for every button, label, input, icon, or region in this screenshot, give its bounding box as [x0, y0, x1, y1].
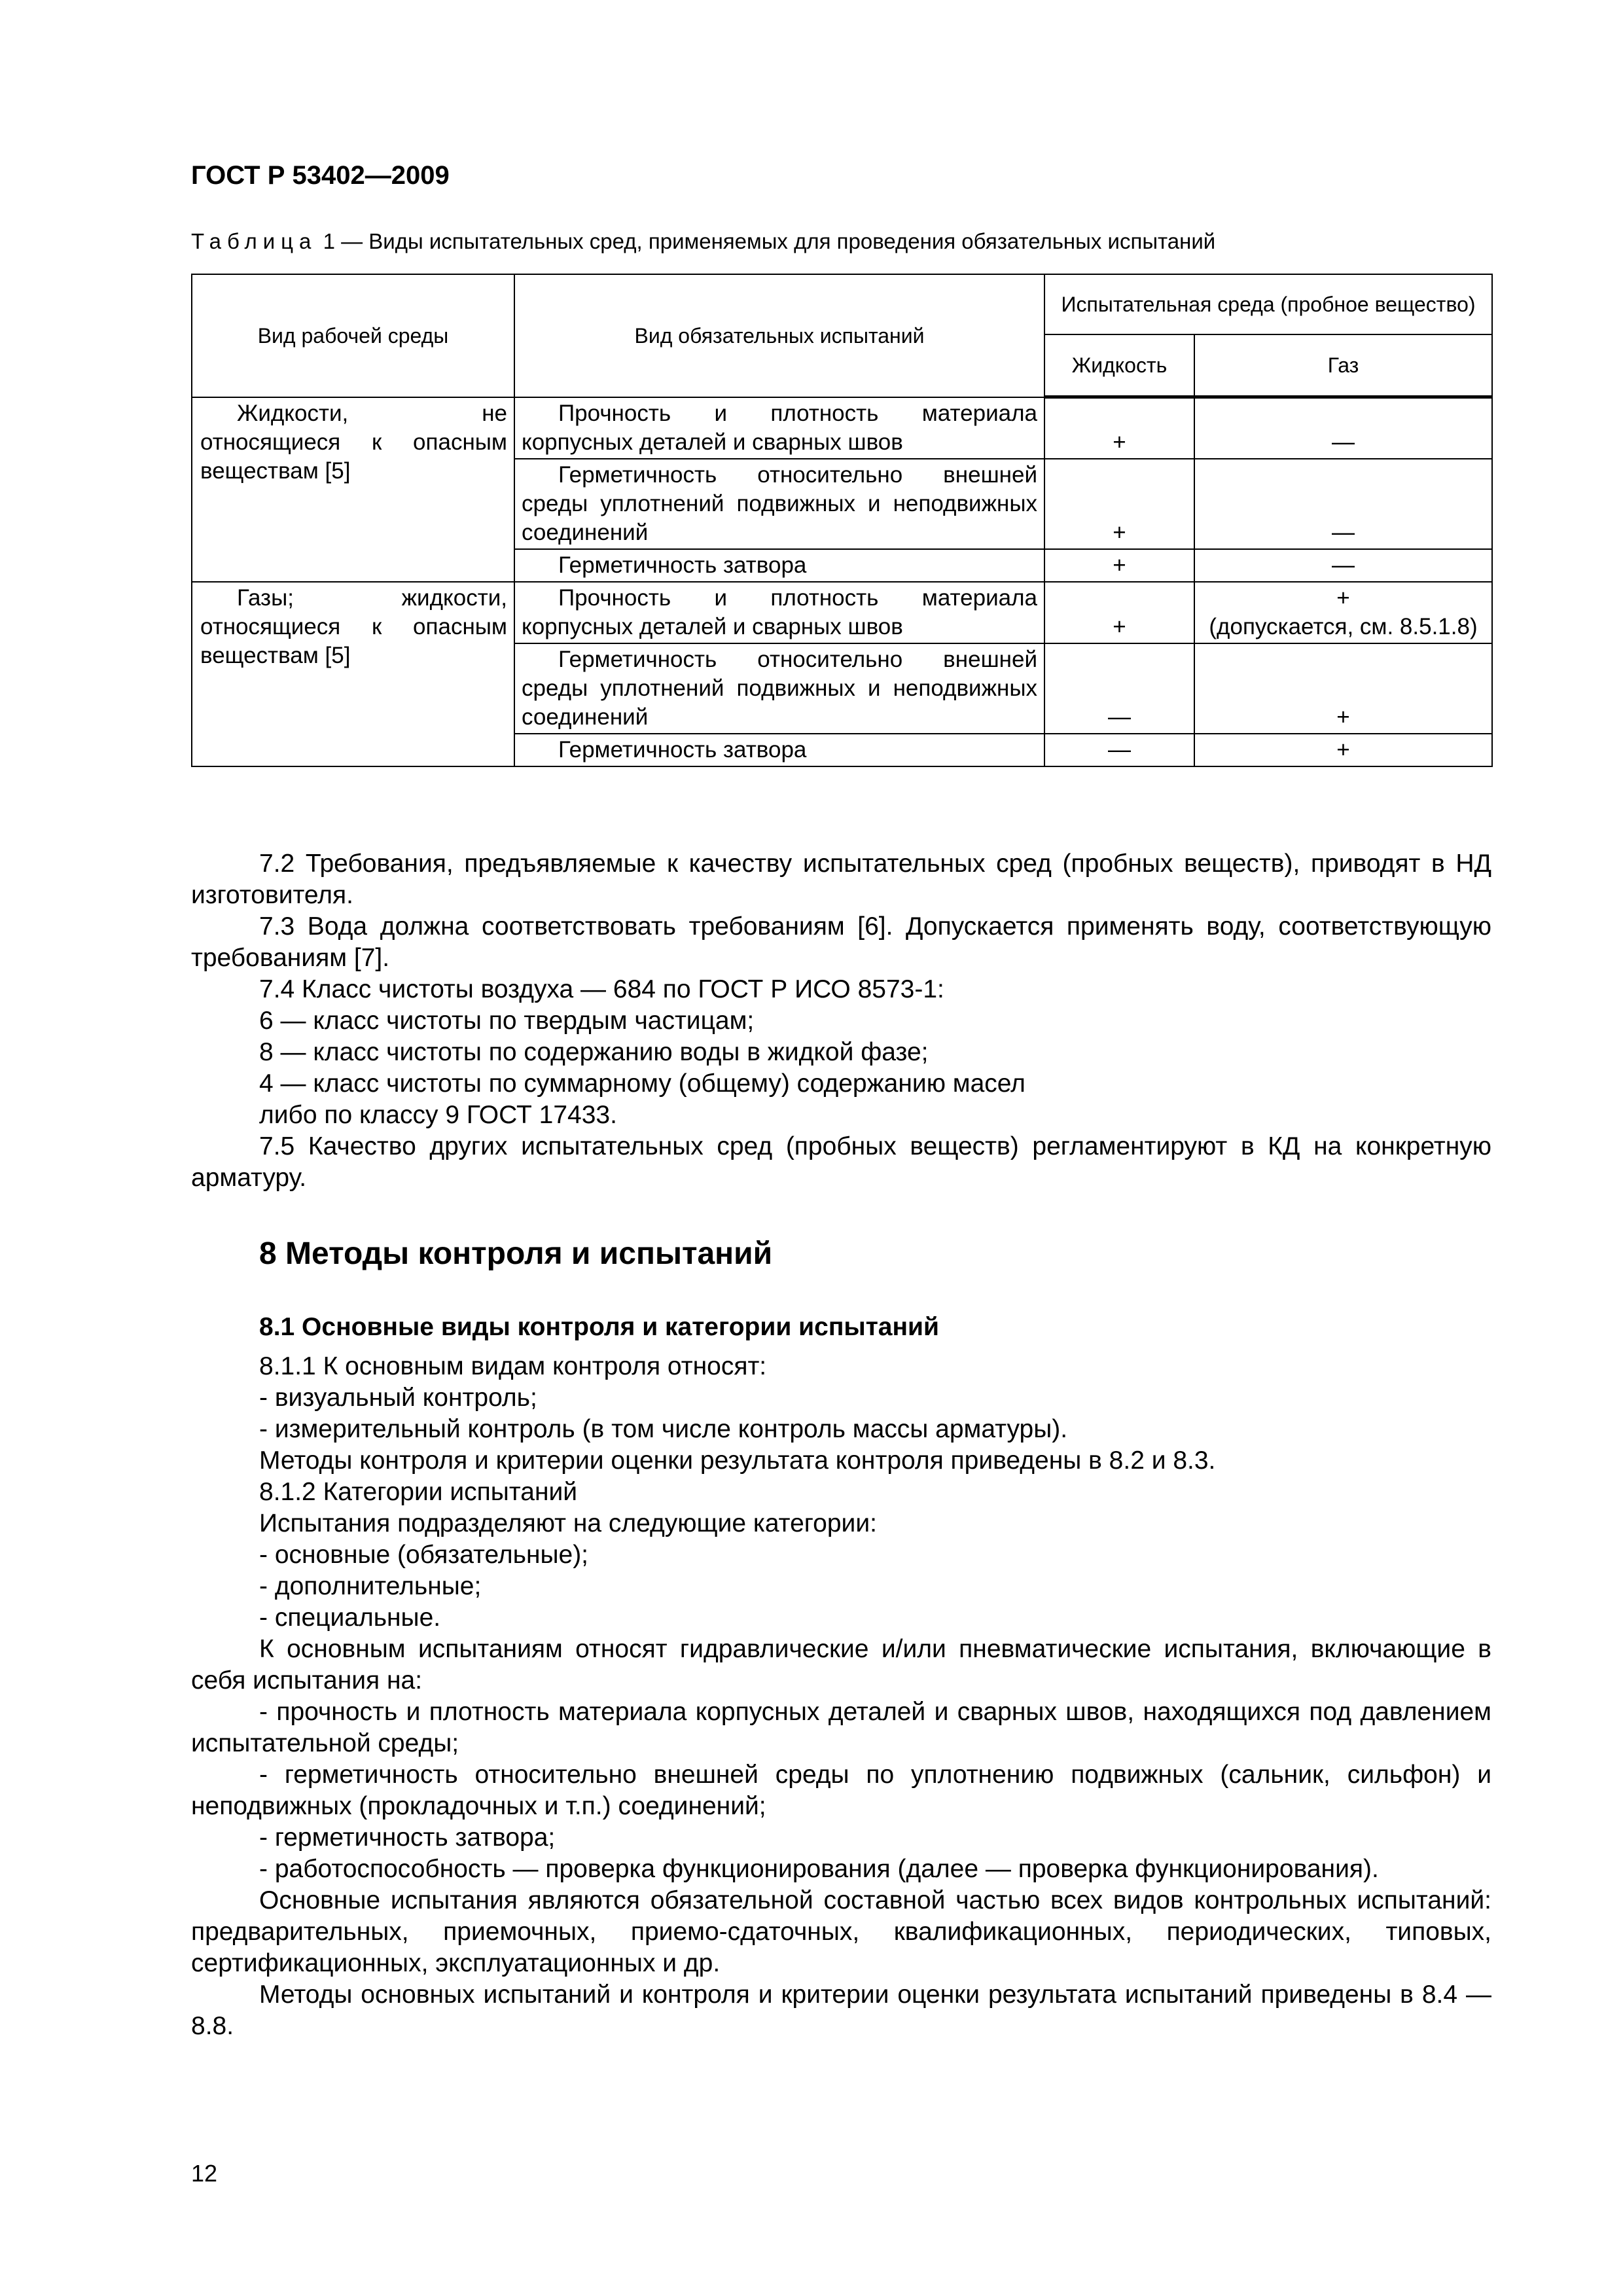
gas-cell: — [1194, 549, 1492, 582]
air-class-item: либо по классу 9 ГОСТ 17433. [259, 1101, 617, 1129]
env-cell: Газы; жидкости, относящиеся к опасным веществам [5] [192, 582, 514, 766]
header-gas: Газ [1194, 334, 1492, 397]
test-cell: Прочность и плотность материала корпусных деталей и сварных швов [514, 582, 1044, 643]
paragraph-8-1-1: 8.1.1 К основным видам контроля относят: [259, 1352, 767, 1380]
liquid-cell: — [1044, 734, 1194, 766]
liquid-cell: + [1044, 549, 1194, 582]
document-code: ГОСТ Р 53402—2009 [191, 161, 450, 190]
list-item: - специальные. [259, 1604, 441, 1632]
subsection-8-1-heading: 8.1 Основные виды контроля и категории испытаний [259, 1313, 939, 1341]
table-caption-text: — Виды испытательных сред, применяемых для проведения обязательных испытаний [341, 229, 1216, 253]
liquid-cell: + [1044, 397, 1194, 459]
paragraph: Испытания подразделяют на следующие категории: [259, 1509, 877, 1537]
table-caption [191, 229, 1215, 254]
test-cell: Герметичность относительно внешней среды уплотнений подвижных и неподвижных соединений [514, 643, 1044, 734]
gas-cell [1194, 582, 1492, 643]
page-number: 12 [191, 2160, 218, 2187]
air-class-item: 4 — класс чистоты по суммарному (общему) содержанию масел [259, 1069, 1026, 1098]
table-row [192, 397, 1492, 459]
paragraph: Основные испытания являются обязательной составной частью всех видов контрольных испытаний: предварительных, приемочных, приемо-сдаточных, квалификационных, периодических, типовых, сертификационных, эксплуатационных и др. [191, 1886, 1491, 1977]
liquid-cell: + [1044, 582, 1194, 643]
gas-cell: — [1194, 459, 1492, 549]
test-cell: Герметичность затвора [514, 549, 1044, 582]
test-cell: Герметичность относительно внешней среды уплотнений подвижных и неподвижных соединений [514, 459, 1044, 549]
liquid-cell: — [1044, 643, 1194, 734]
test-cell: Герметичность затвора [514, 734, 1044, 766]
paragraph: К основным испытаниям относят гидравлические и/или пневматические испытания, включающие в себя испытания на: [191, 1635, 1491, 1695]
header-env: Вид рабочей среды [192, 274, 514, 397]
list-item: - прочность и плотность материала корпусных деталей и сварных швов, находящихся под давлением испытательной среды; [191, 1698, 1491, 1757]
test-cell: Прочность и плотность материала корпусных деталей и сварных швов [514, 397, 1044, 459]
paragraph: Методы контроля и критерии оценки результата контроля приведены в 8.2 и 8.3. [259, 1446, 1216, 1475]
list-item: - визуальный контроль; [259, 1384, 537, 1412]
header-test: Вид обязательных испытаний [514, 274, 1044, 397]
list-item: - герметичность затвора; [259, 1823, 556, 1852]
air-class-item: 8 — класс чистоты по содержанию воды в жидкой фазе; [259, 1038, 929, 1066]
air-class-item: 6 — класс чистоты по твердым частицам; [259, 1007, 755, 1035]
liquid-cell: + [1044, 459, 1194, 549]
table-row [192, 582, 1492, 643]
header-medium: Испытательная среда (пробное вещество) [1044, 274, 1492, 334]
list-item: - основные (обязательные); [259, 1541, 589, 1569]
section-7-text [191, 848, 1491, 1194]
table-caption-prefix: Таблица [191, 229, 317, 253]
paragraph: Методы основных испытаний и контроля и критерии оценки результата испытаний приведены в 8.4 — 8.8. [191, 1981, 1491, 2040]
paragraph-8-1-2: 8.1.2 Категории испытаний [259, 1478, 578, 1506]
section-8-text [191, 1351, 1491, 2042]
list-item: - измерительный контроль (в том числе контроль массы арматуры). [259, 1415, 1068, 1443]
gas-mark: + [1336, 584, 1350, 611]
list-item: - работоспособность — проверка функционирования (далее — проверка функционирования). [259, 1855, 1379, 1883]
env-cell: Жидкости, не относящиеся к опасным веществам [5] [192, 397, 514, 582]
table-caption-number: 1 [323, 229, 335, 253]
test-media-table [191, 274, 1493, 767]
paragraph-7-3: 7.3 Вода должна соответствовать требованиям [6]. Допускается применять воду, соответствующую требованиям [7]. [191, 912, 1491, 972]
gas-note: (допускается, см. 8.5.1.8) [1209, 613, 1478, 639]
list-item: - дополнительные; [259, 1572, 482, 1600]
paragraph-7-4: 7.4 Класс чистоты воздуха — 684 по ГОСТ Р ИСО 8573-1: [259, 975, 944, 1003]
paragraph-7-5: 7.5 Качество других испытательных сред (пробных веществ) регламентируют в КД на конкретную арматуру. [191, 1132, 1491, 1192]
section-8-heading: 8 Методы контроля и испытаний [259, 1236, 773, 1271]
header-liquid: Жидкость [1044, 334, 1194, 397]
gas-cell: + [1194, 643, 1492, 734]
gas-cell: + [1194, 734, 1492, 766]
list-item: - герметичность относительно внешней среды по уплотнению подвижных (сальник, сильфон) и неподвижных (прокладочных и т.п.) соединений; [191, 1761, 1491, 1820]
gas-cell: — [1194, 397, 1492, 459]
paragraph-7-2: 7.2 Требования, предъявляемые к качеству испытательных сред (пробных веществ), приводят в НД изготовителя. [191, 850, 1491, 909]
